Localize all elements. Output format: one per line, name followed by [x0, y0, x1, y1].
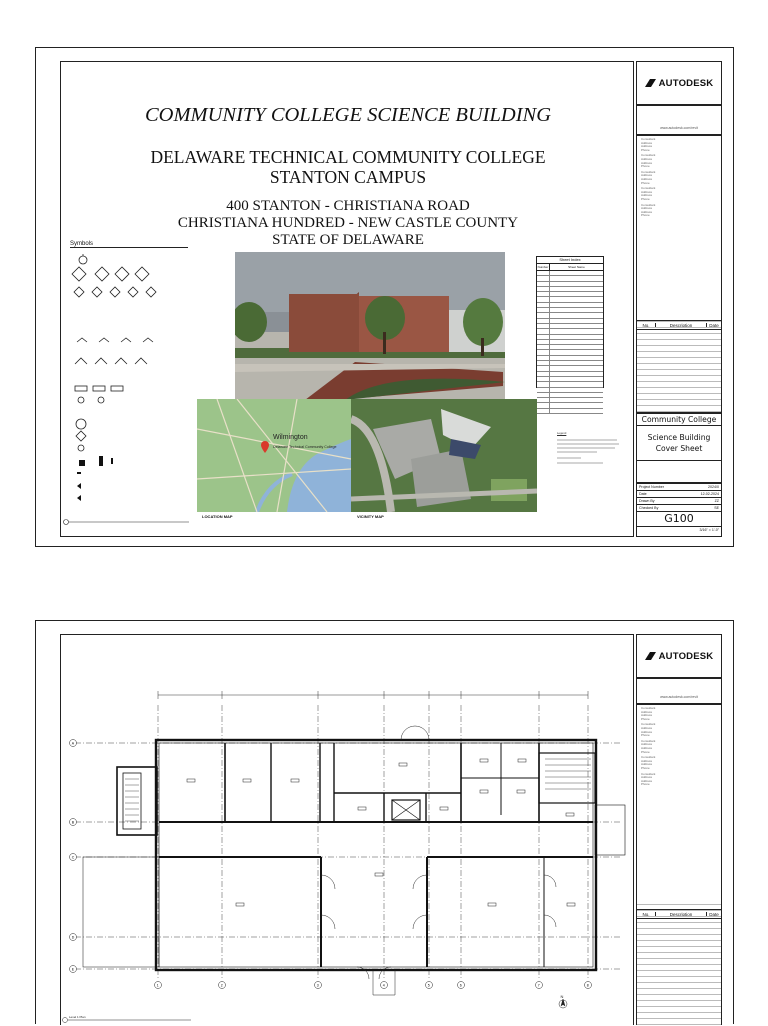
consultants-plan — [636, 704, 722, 910]
autodesk-mark-icon — [645, 79, 656, 87]
sheet-index-title: Sheet Index — [537, 257, 603, 264]
notes-legend: Legend — [557, 432, 627, 468]
title-field: Checked By SE — [639, 506, 719, 510]
consultant-entry: Consultant Address Address Phone — [641, 137, 656, 152]
sheet-name: Cover Sheet — [655, 444, 703, 453]
project-name-line1: Community College — [637, 414, 721, 426]
grid-column-mark: 4 — [382, 983, 385, 988]
north-arrow-icon — [559, 999, 567, 1008]
floor-plan-sheet — [35, 620, 734, 1024]
autodesk-logo-plan: AUTODESK — [637, 635, 721, 677]
sheet-fields — [636, 483, 722, 537]
consultant-entry: Consultant Address Address Phone — [641, 153, 656, 169]
title-field: Drawn By ZZ — [639, 499, 719, 503]
project-title: COMMUNITY COLLEGE SCIENCE BUILDING — [144, 104, 552, 126]
grid-row-mark: C — [71, 855, 75, 860]
consultant-entry: Consultant Address Address Phone — [641, 186, 656, 201]
autodesk-logo: AUTODESK — [637, 62, 721, 104]
location-map-label: LOCATION MAP — [202, 514, 233, 519]
map-place-label: Wilmington — [273, 434, 308, 441]
grid-column-mark: 6 — [459, 983, 462, 988]
title-block — [636, 61, 722, 537]
grid-column-mark: 3 — [316, 983, 319, 988]
title-field: Date 12-02-2024 — [639, 492, 719, 496]
grid-column-mark: 5 — [427, 983, 430, 988]
grid-row-mark: D — [71, 935, 75, 940]
symbols-legend — [69, 252, 189, 514]
revision-table-plan: No. Description Date — [636, 910, 722, 1025]
vicinity-map-label: VICINITY MAP — [357, 514, 384, 519]
grid-column-mark: 1 — [156, 983, 159, 988]
grid-row-mark: A — [71, 741, 75, 746]
consultant-entry: Consultant Address Address Phone — [641, 706, 656, 721]
project-info — [636, 413, 722, 483]
consultant-entry: Consultant Address Address Phone — [641, 722, 656, 738]
consultant-entry: Consultant Address Address Phone — [641, 755, 656, 770]
autodesk-mark-icon — [645, 652, 656, 660]
drawing-area — [60, 61, 634, 537]
brand-website-plan: www.autodesk.com/revit — [660, 695, 698, 699]
vicinity-map — [351, 399, 537, 512]
building-rendering — [235, 252, 505, 400]
grid-column-mark: 7 — [537, 983, 540, 988]
title-block-plan — [636, 634, 722, 1025]
grid-column-mark: 2 — [220, 983, 223, 988]
floor-plan — [61, 635, 635, 1026]
consultant-entry: Consultant Address Address Phone — [641, 738, 656, 754]
revision-table: No. Description Date — [636, 321, 722, 413]
sheet-number: G100 — [637, 512, 721, 527]
consultant-entry: Consultant Address Address Phone — [641, 771, 656, 787]
north-label: N — [560, 994, 564, 999]
revision-row — [637, 406, 721, 412]
sheet-index — [536, 256, 604, 388]
sheet-index-rows — [537, 271, 603, 414]
sheet-index-row — [537, 409, 603, 414]
drawing-area-plan — [60, 634, 634, 1025]
project-address: 400 STANTON - CHRISTIANA ROAD CHRISTIANA HUNDRED - NEW CASTLE COUNTY STATE OF DELAWARE — [177, 198, 519, 248]
institution-name: DELAWARE TECHNICAL COMMUNITY COLLEGE STANTON CAMPUS — [150, 147, 546, 187]
scale-value: 3/16" = 1'-0" — [699, 528, 719, 532]
consultant-entry: Consultant Address Address Phone — [641, 202, 656, 218]
grid-row-mark: E — [71, 967, 75, 972]
scale-bar — [61, 517, 201, 527]
brand-website: www.autodesk.com/revit — [660, 126, 698, 130]
sheet-index-header: Number Sheet Name — [537, 264, 603, 271]
plan-label: Level 1 Plan — [69, 1015, 86, 1019]
grid-row-mark: B — [71, 820, 75, 825]
cover-sheet — [35, 47, 734, 547]
revision-row — [637, 1019, 721, 1025]
notes-lines — [557, 436, 627, 466]
symbols-heading: Symbols — [70, 241, 188, 248]
location-map — [197, 399, 351, 512]
consultants — [636, 135, 722, 321]
title-field: Project Number 2024/0 — [639, 485, 719, 489]
consultant-entry: Consultant Address Address Phone — [641, 169, 656, 185]
grid-column-mark: 8 — [586, 983, 589, 988]
map-college-label: Delaware Technical Community College — [273, 445, 337, 449]
project-name-line2: Science Building — [647, 433, 711, 442]
